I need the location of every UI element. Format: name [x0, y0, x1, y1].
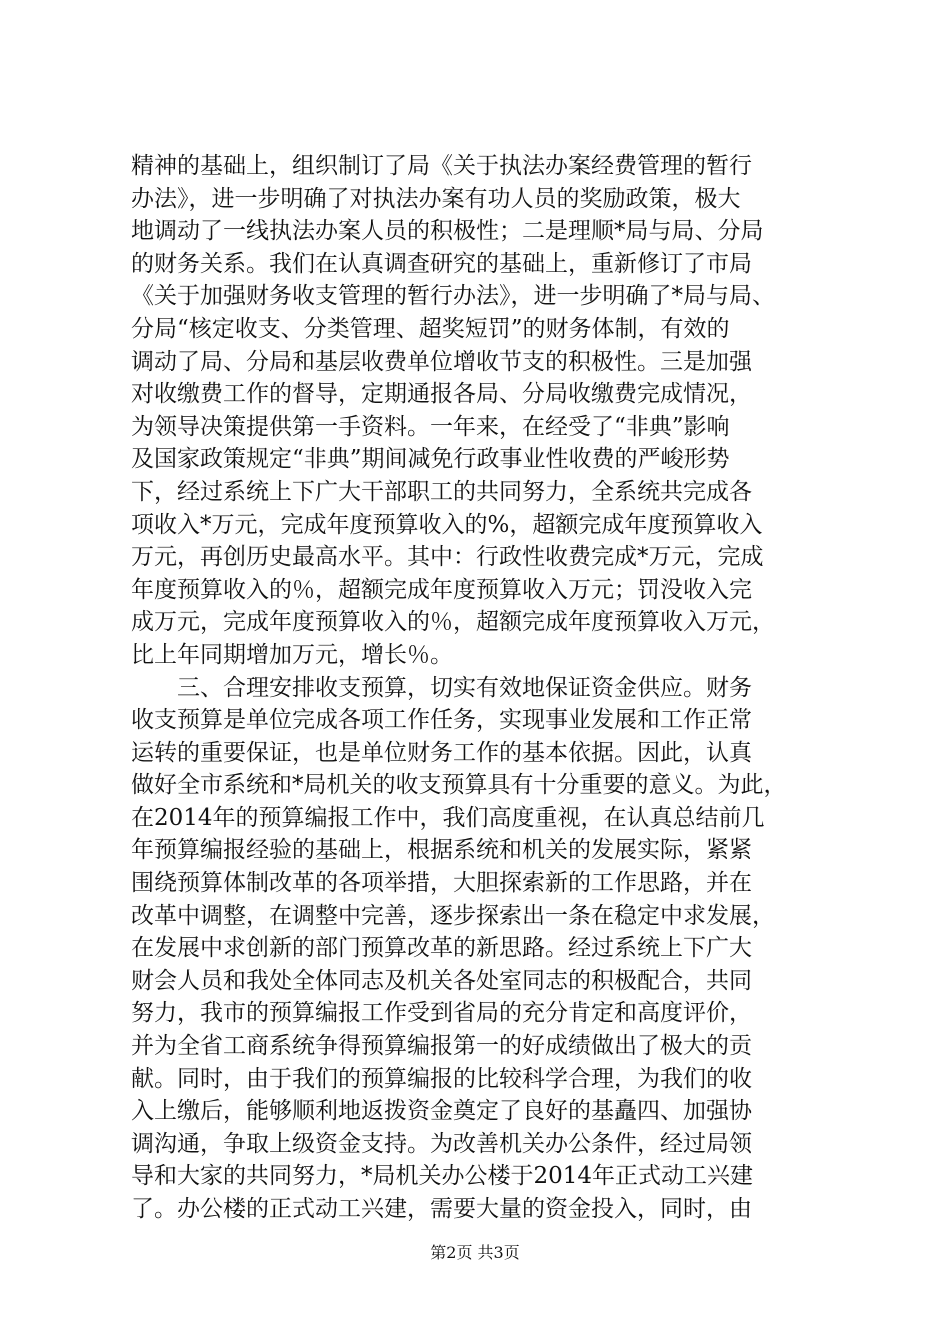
text-line: 下，经过系统上下广大干部职工的共同努力，全系统共完成各	[131, 478, 752, 505]
text-line: 收支预算是单位完成各项工作任务，实现事业发展和工作正常	[131, 707, 752, 734]
text-line: 调沟通，争取上级资金支持。为改善机关办公条件，经过局领	[131, 1130, 752, 1157]
text-line: 做好全市系统和*局机关的收支预算具有十分重要的意义。为此，	[131, 772, 787, 799]
text-line: 年度预算收入的％，超额完成年度预算收入万元；罚没收入完	[131, 576, 752, 603]
text-line: 年预算编报经验的基础上，根据系统和机关的发展实际，紧紧	[131, 837, 752, 864]
text-line: 及国家政策规定“非典”期间减免行政事业性收费的严峻形势	[131, 446, 730, 473]
text-line: 在发展中求创新的部门预算改革的新思路。经过系统上下广大	[131, 935, 752, 962]
text-line: 运转的重要保证，也是单位财务工作的基本依据。因此，认真	[131, 739, 752, 766]
body-text	[131, 150, 831, 1226]
text-line: 成万元，完成年度预算收入的％，超额完成年度预算收入万元，	[131, 609, 775, 636]
text-line: 献。同时，由于我们的预算编报的比较科学合理，为我们的收	[131, 1065, 752, 1092]
text-line: 地调动了一线执法办案人员的积极性；二是理顺*局与局、分局	[131, 218, 764, 245]
text-line: 围绕预算体制改革的各项举措，大胆探索新的工作思路，并在	[131, 870, 752, 897]
text-line: 入上缴后，能够顺利地返拨资金奠定了良好的基矗四、加强协	[131, 1098, 752, 1125]
page-footer: 第2页 共3页	[430, 1243, 520, 1262]
text-line: 万元，再创历史最高水平。其中：行政性收费完成*万元，完成	[131, 544, 764, 571]
text-line: 三、合理安排收支预算，切实有效地保证资金供应。财务	[131, 674, 752, 701]
text-line: 精神的基础上，组织制订了局《关于执法办案经费管理的暂行	[131, 153, 752, 179]
text-line: 为领导决策提供第一手资料。一年来，在经受了“非典”影响	[131, 413, 730, 440]
text-line: 的财务关系。我们在认真调查研究的基础上，重新修订了市局	[131, 250, 752, 277]
text-line: 了。办公楼的正式动工兴建，需要大量的资金投入，同时，由	[131, 1196, 752, 1222]
text-line: 项收入*万元，完成年度预算收入的%，超额完成年度预算收入	[131, 511, 763, 538]
text-line: 比上年同期增加万元，增长％。	[131, 641, 453, 668]
text-line: 导和大家的共同努力，*局机关办公楼于2014年正式动工兴建	[131, 1163, 754, 1190]
text-line: 并为全省工商系统争得预算编报第一的好成绩做出了极大的贡	[131, 1033, 752, 1060]
text-line: 努力，我市的预算编报工作受到省局的充分肯定和高度评价，	[131, 1000, 752, 1027]
text-line: 改革中调整，在调整中完善，逐步探索出一条在稳定中求发展，	[131, 902, 775, 929]
text-line: 办法》，进一步明确了对执法办案有功人员的奖励政策，极大	[131, 185, 741, 212]
text-line: 分局“核定收支、分类管理、超奖短罚”的财务体制，有效的	[131, 315, 730, 342]
text-line: 《关于加强财务收支管理的暂行办法》，进一步明确了*局与局、	[131, 283, 775, 310]
text-line: 在2014年的预算编报工作中，我们高度重视，在认真总结前几	[131, 804, 765, 831]
text-line: 财会人员和我处全体同志及机关各处室同志的积极配合，共同	[131, 967, 752, 994]
text-line: 对收缴费工作的督导，定期通报各局、分局收缴费完成情况，	[131, 381, 752, 408]
text-line: 调动了局、分局和基层收费单位增收节支的积极性。三是加强	[131, 348, 752, 375]
